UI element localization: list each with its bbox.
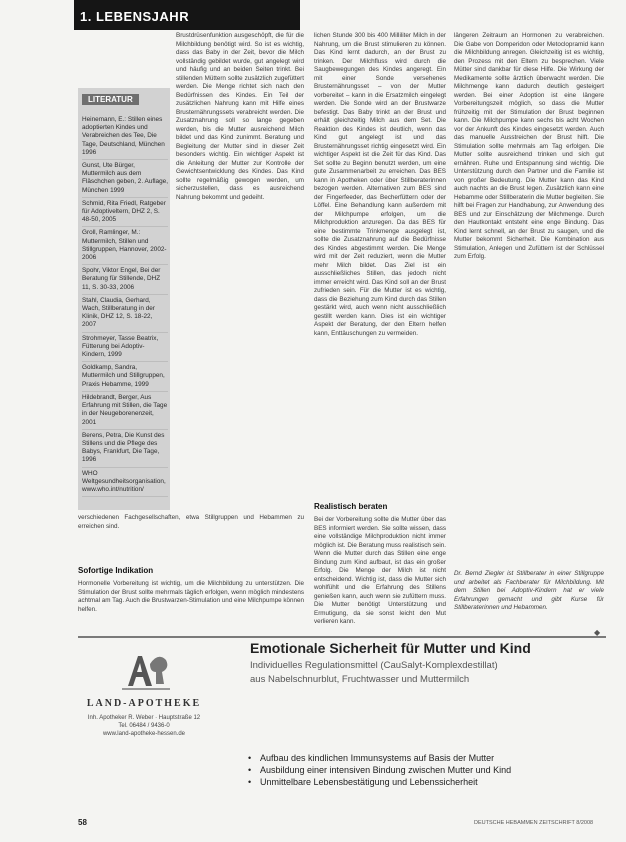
page-number: 58 xyxy=(78,818,87,827)
pharmacy-website: www.land-apotheke-hessen.de xyxy=(102,731,186,737)
reference-item: Groll, Ramlinger, M.: Muttermilch, Stillen und Stillgruppen, Hannover, 2002-2006 xyxy=(82,229,168,265)
column-3 xyxy=(454,32,604,566)
reference-item: Hildebrandt, Berger, Aus Erfahrung mit Stillen, die Tage in der Neugeborenenzeit, 2001 xyxy=(82,394,168,430)
reference-item: Spohr, Viktor Engel, Bei der Beratung für Stillende, DHZ 11, S. 30-33, 2006 xyxy=(82,267,168,295)
reference-item: Strohmeyer, Tasse Beatrix, Fütterung bei Adoptiv-Kindern, 1999 xyxy=(82,335,168,363)
ad-subtitle-2: aus Nabelschnurblut, Fruchtwasser und Muttermilch xyxy=(250,674,470,685)
column-1-continuation-text: verschiedenen Fachgesellschaften, etwa Stillgruppen und Hebammen zu erreichen sind. xyxy=(78,514,304,530)
literature-box xyxy=(78,88,170,510)
literature-heading: LITERATUR xyxy=(82,94,139,105)
ad-bullet: • Unmittelbare Lebensbestätigung und Lebenssicherheit xyxy=(248,776,608,788)
publication-footer: DEUTSCHE HEBAMMEN ZEITSCHRIFT 8/2008 xyxy=(474,820,594,826)
column-2-bottom-text: Bei der Vorbereitung sollte die Mutter über das BES informiert werden. Sie sollte wissen, dass eine vollständige Milchproduktion nicht immer möglich ist. Die Beratung muss realistisch sein. Wenn die Mutter durch das Stillen eine enge Bindung zum Kind aufbaut, ist das ein großer Erfolg. Die Menge der Milch ist nicht entscheidend. Wichtig ist, dass die Mutter sich wohlfühlt und die Erfahrung des Stillens genießen kann, auch wenn sie zufüttern muss. Die Mutter benötigt Unterstützung und Ermutigung, da sie sonst leicht den Mut verlieren kann. xyxy=(314,516,446,625)
ad-subtitle-1: Individuelles Regulationsmittel (CauSalyt-Komplexdestillat) xyxy=(250,660,498,671)
section-title: 1. LEBENSJAHR xyxy=(80,9,190,24)
realistisch-beraten-heading: Realistisch beraten xyxy=(314,502,388,511)
column-1-continuation xyxy=(78,514,304,554)
column-1-bottom-text: Hormonelle Vorbereitung ist wichtig, um die Milchbildung zu unterstützen. Die Stimulation der Brust sollte mehrmals täglich erfolgen, wenn möglich mindestens achtmal am Tag. Auch die Brustwarzen-Stimulation und eine Milchpumpe können helfen. xyxy=(78,580,304,613)
pharmacy-address: Inh. Apotheker R. Weber · Hauptstraße 12 xyxy=(87,715,201,721)
author-note xyxy=(454,570,604,630)
ad-bullet: • Aufbau des kindlichen Immunsystems auf Basis der Mutter xyxy=(248,752,608,764)
column-1-text: Brustdrüsenfunktion ausgeschöpft, die für die Milchbildung benötigt wird. So ist es wichtig, dass das Baby in der Zeit, bevor die Milch vollständig gebildet wurde, gut angelegt wird und häufig und an beiden Seiten trinkt. Bei stillenden Müttern sollte zusätzlich zugefüttert werden. Die Menge richtet sich nach den Bedürfnissen des Kindes. Ein Teil der zusätzlichen Nahrung kann mit Hilfe eines Brusternährungssets verabreicht werden. Die Zusatznahrung soll so lange gegeben werden, bis die Mutter ausreichend Milch bildet und das Kind zunimmt. Beratung und Begleitung der Mutter sind in dieser Zeit besonders wichtig. Ein wichtiger Aspekt ist die Anleitung der Mutter zur Kontrolle der Gewichtsentwicklung des Kindes. Das Kind sollte regelmäßig gewogen werden, um sicherzustellen, dass es ausreichend Nahrung bekommt und gedeiht. xyxy=(176,32,304,201)
column-2 xyxy=(314,32,446,494)
reference-item: Heinemann, E.: Stillen eines adoptierten Kindes und Verabreichen des Tee, Die Tage, Deutschland, München 1996 xyxy=(82,116,168,160)
author-note-text: Dr. Bernd Ziegler ist Stillberater in einer Stillgruppe und arbeitet als Fachberater für Milchbildung. Mit dem Stillen bei Adoptiv-Kindern hat er viele Erfahrungen gemacht und gibt Kurse für Stillberaterinnen und Hebammen. xyxy=(454,570,604,611)
column-1-bottom xyxy=(78,580,304,632)
ad-title: Emotionale Sicherheit für Mutter und Kind xyxy=(250,640,531,656)
ad-bullet-list xyxy=(248,752,608,788)
pharmacy-logo xyxy=(82,648,206,750)
reference-item: Gunst, Ute Bürger, Muttermilch aus dem Fläschchen geben, 2. Auflage, München 1999 xyxy=(82,162,168,198)
section-header xyxy=(74,0,300,30)
sofortige-indikation-heading: Sofortige Indikation xyxy=(78,566,154,575)
reference-item: Schmid, Rita Friedl, Ratgeber für Adoptiveltern, DHZ 2, S. 48-50, 2005 xyxy=(82,200,168,228)
pharmacy-contact xyxy=(84,714,204,738)
column-2-text: lichen Stunde 300 bis 400 Milliliter Milch in der Nahrung, um die Brust stimulieren zu können. Das Kind lernt dadurch, an der Brust zu trinken. Der Milchfluss wird durch die Saugbewegungen des Kindes angeregt. Ein mit einer Sonde versehenes Brusternährungsset – von der Mutter vorbereitet – kann in die Ersatzmilch eingelegt werden. Die Sonde wird an der Brustwarze befestigt. Das Baby trinkt an der Brust und erhält gleichzeitig Milch aus dem Set. Die Reaktion des Kindes ist deutlich, wenn das Kind gut angelegt ist und das Brusternährungsset richtig eingesetzt wird. Ein wichtiger Aspekt ist die Zeit für das Kind. Das Set sollte zu Beginn benutzt werden, um eine gute Zusammenarbeit zu erreichen. Das BES kann in Apotheken oder über Stillberaterinnen bezogen werden. Alternativen zum BES sind der Fingerfeeder, das Becherfüttern oder der Löffel. Eine Behandlung kann außerdem mit der Milchpumpe erfolgen, um die Milchproduktion anzuregen. Da das BES für eine bestimmte Trinkmenge ausgelegt ist, sollte die Zusatznahrung auf die Bedürfnisse des Kindes abgestimmt werden. Die Menge wird mit der Zeit reduziert, wenn die Mutter mehr Milch bildet. Das Ziel ist ein ausschließliches Stillen, das jedoch nicht immer erreicht wird. Das Kind soll an der Brust zufrieden sein. Für die Mutter ist es wichtig, dass die Beziehung zum Kind durch das Stillen gestärkt wird, auch wenn nicht ausschließlich gestillt werden kann. Dies ist ein wichtiger Aspekt der Beratung, der den Eltern helfen kann, Enttäuschungen zu vermeiden. xyxy=(314,32,446,337)
column-3-text: längeren Zeitraum an Hormonen zu verabreichen. Die Gabe von Domperidon oder Metoclopramid kann die Milchbildung anregen. Gleichzeitig ist es wichtig, den Prozess mit den Eltern zu besprechen. Viele Mütter sind dankbar für diese Hilfe. Die Wirkung der Medikamente sollte ärztlich überwacht werden. Die Milchmenge kann dadurch deutlich gesteigert werden. Bei einer Adoption ist eine längere Vorbereitungszeit möglich, so dass die Mutter frühzeitig mit der Stimulation der Brust beginnen kann. Die Milchpumpe kann sechs bis acht Wochen vor der Ankunft des Kindes eingesetzt werden. Auch das manuelle Ausstreichen der Brust hilft. Die Stimulation sollte mehrmals am Tag erfolgen. Die Mutter sollte ausreichend trinken und sich gut ernähren. Ruhe und Entspannung sind wichtig. Die Unterstützung durch den Partner und die Familie ist von großer Bedeutung. Die Mutter kann das Kind auch nachts an die Brust legen. Zusätzlich kann eine Hebamme oder Stillberaterin die Mutter begleiten. Sie hilft bei Fragen zur Handhabung, zur Anwendung des BES und zur Einschätzung der Milchmenge. Durch den Hautkontakt entsteht eine enge Bindung. Das Kind lernt schnell, an der Brust zu saugen, und die Mutter bekommt Sicherheit. Die Kombination aus Stimulation, Anlegen und Zufüttern ist der Schlüssel zum Erfolg. xyxy=(454,32,604,260)
reference-item: Goldkamp, Sandra, Muttermilch und Stillgruppen, Praxis Hebamme, 1999 xyxy=(82,364,168,392)
reference-item: WHO Weltgesundheitsorganisation, www.who.int/nutrition/ xyxy=(82,470,168,498)
reference-list xyxy=(82,116,168,499)
pharmacy-emblem-icon xyxy=(120,650,172,694)
reference-item: Stahl, Claudia, Gerhard, Wach, Stillberatung in der Klinik, DHZ 12, S. 18-22, 2007 xyxy=(82,297,168,333)
ad-bullet: • Ausbildung einer intensiven Bindung zwischen Mutter und Kind xyxy=(248,764,608,776)
column-1-top xyxy=(176,32,304,512)
pharmacy-phone: Tel. 06484 / 9436-0 xyxy=(118,723,170,729)
reference-item: Berens, Petra, Die Kunst des Stillens und die Pflege des Babys, Frankfurt, Die Tage, 1996 xyxy=(82,432,168,468)
column-2-bottom xyxy=(314,516,446,632)
pharmacy-name: LAND-APOTHEKE xyxy=(86,698,202,709)
article-end-icon: ◆ xyxy=(594,628,601,637)
